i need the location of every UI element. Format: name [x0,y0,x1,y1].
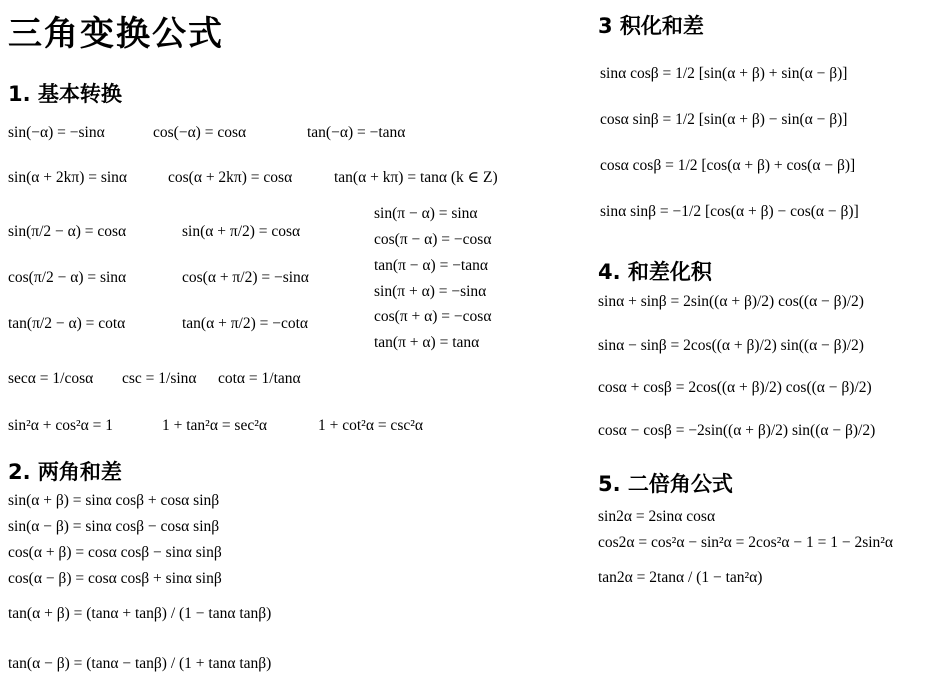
formula-cos-neg: cos(−α) = cosα [153,124,247,141]
formula-pythag-cot-csc: 1 + cot²α = csc²α [318,417,423,434]
formula-sin-double: sin2α = 2sinα cosα [598,508,716,525]
formula-sin-half-pi-minus: sin(π/2 − α) = cosα [8,223,127,240]
formula-sin-half-pi-plus: sin(α + π/2) = cosα [182,223,301,240]
section-basic-conversion: 1. 基本转换 [8,82,122,106]
formula-cot: cotα = 1/tanα [218,370,301,387]
page-title: 三角变换公式 [8,14,224,54]
formula-sin-neg: sin(−α) = −sinα [8,124,105,141]
formula-sin-sin-product: sinα sinβ = −1/2 [cos(α + β) − cos(α − β)] [600,203,859,220]
section-product-to-sum: 3 积化和差 [598,14,704,38]
formula-sin-sum: sin(α + β) = sinα cosβ + cosα sinβ [8,492,220,509]
formula-cos-pi-minus: cos(π − α) = −cosα [374,231,492,248]
formula-tan-pi-minus: tan(π − α) = −tanα [374,257,488,274]
formula-tan-diff: tan(α − β) = (tanα − tanβ) / (1 + tanα tanβ) [8,655,272,672]
formula-sin-pi-minus: sin(π − α) = sinα [374,205,478,222]
formula-sin-cos-product: sinα cosβ = 1/2 [sin(α + β) + sin(α − β)] [600,65,848,82]
formula-csc: csc = 1/sinα [122,370,197,387]
formula-cos-half-pi-minus: cos(π/2 − α) = sinα [8,269,127,286]
formula-cos-plus-cos: cosα + cosβ = 2cos((α + β)/2) cos((α − β)/2) [598,379,872,396]
formula-cos-sin-product: cosα sinβ = 1/2 [sin(α + β) − sin(α − β)] [600,111,848,128]
formula-sin-diff: sin(α − β) = sinα cosβ − cosα sinβ [8,518,220,535]
formula-sin-pi-plus: sin(π + α) = −sinα [374,283,487,300]
formula-cos-diff: cos(α − β) = cosα cosβ + sinα sinβ [8,570,222,587]
formula-cos-double: cos2α = cos²α − sin²α = 2cos²α − 1 = 1 − 2sin²α [598,534,894,551]
section-sum-difference: 2. 两角和差 [8,460,122,484]
formula-tan-half-pi-plus: tan(α + π/2) = −cotα [182,315,309,332]
formula-sin-period: sin(α + 2kπ) = sinα [8,169,128,186]
formula-sec: secα = 1/cosα [8,370,94,387]
formula-tan-double: tan2α = 2tanα / (1 − tan²α) [598,569,763,586]
formula-cos-period: cos(α + 2kπ) = cosα [168,169,293,186]
formula-tan-half-pi-minus: tan(π/2 − α) = cotα [8,315,126,332]
formula-sin-minus-sin: sinα − sinβ = 2cos((α + β)/2) sin((α − β)/2) [598,337,864,354]
section-sum-to-product: 4. 和差化积 [598,260,712,284]
formula-tan-period: tan(α + kπ) = tanα (k ∈ Z) [334,169,498,186]
formula-sin-plus-sin: sinα + sinβ = 2sin((α + β)/2) cos((α − β)/2) [598,293,864,310]
formula-cos-minus-cos: cosα − cosβ = −2sin((α + β)/2) sin((α − β)/2) [598,422,876,439]
formula-pythag-sin-cos: sin²α + cos²α = 1 [8,417,114,434]
section-double-angle: 5. 二倍角公式 [598,472,733,496]
formula-tan-pi-plus: tan(π + α) = tanα [374,334,480,351]
formula-cos-half-pi-plus: cos(α + π/2) = −sinα [182,269,309,286]
formula-tan-sum: tan(α + β) = (tanα + tanβ) / (1 − tanα tanβ) [8,605,272,622]
formula-pythag-tan-sec: 1 + tan²α = sec²α [162,417,267,434]
formula-tan-neg: tan(−α) = −tanα [307,124,406,141]
formula-cos-cos-product: cosα cosβ = 1/2 [cos(α + β) + cos(α − β)] [600,157,856,174]
formula-cos-sum: cos(α + β) = cosα cosβ − sinα sinβ [8,544,222,561]
formula-cos-pi-plus: cos(π + α) = −cosα [374,308,492,325]
